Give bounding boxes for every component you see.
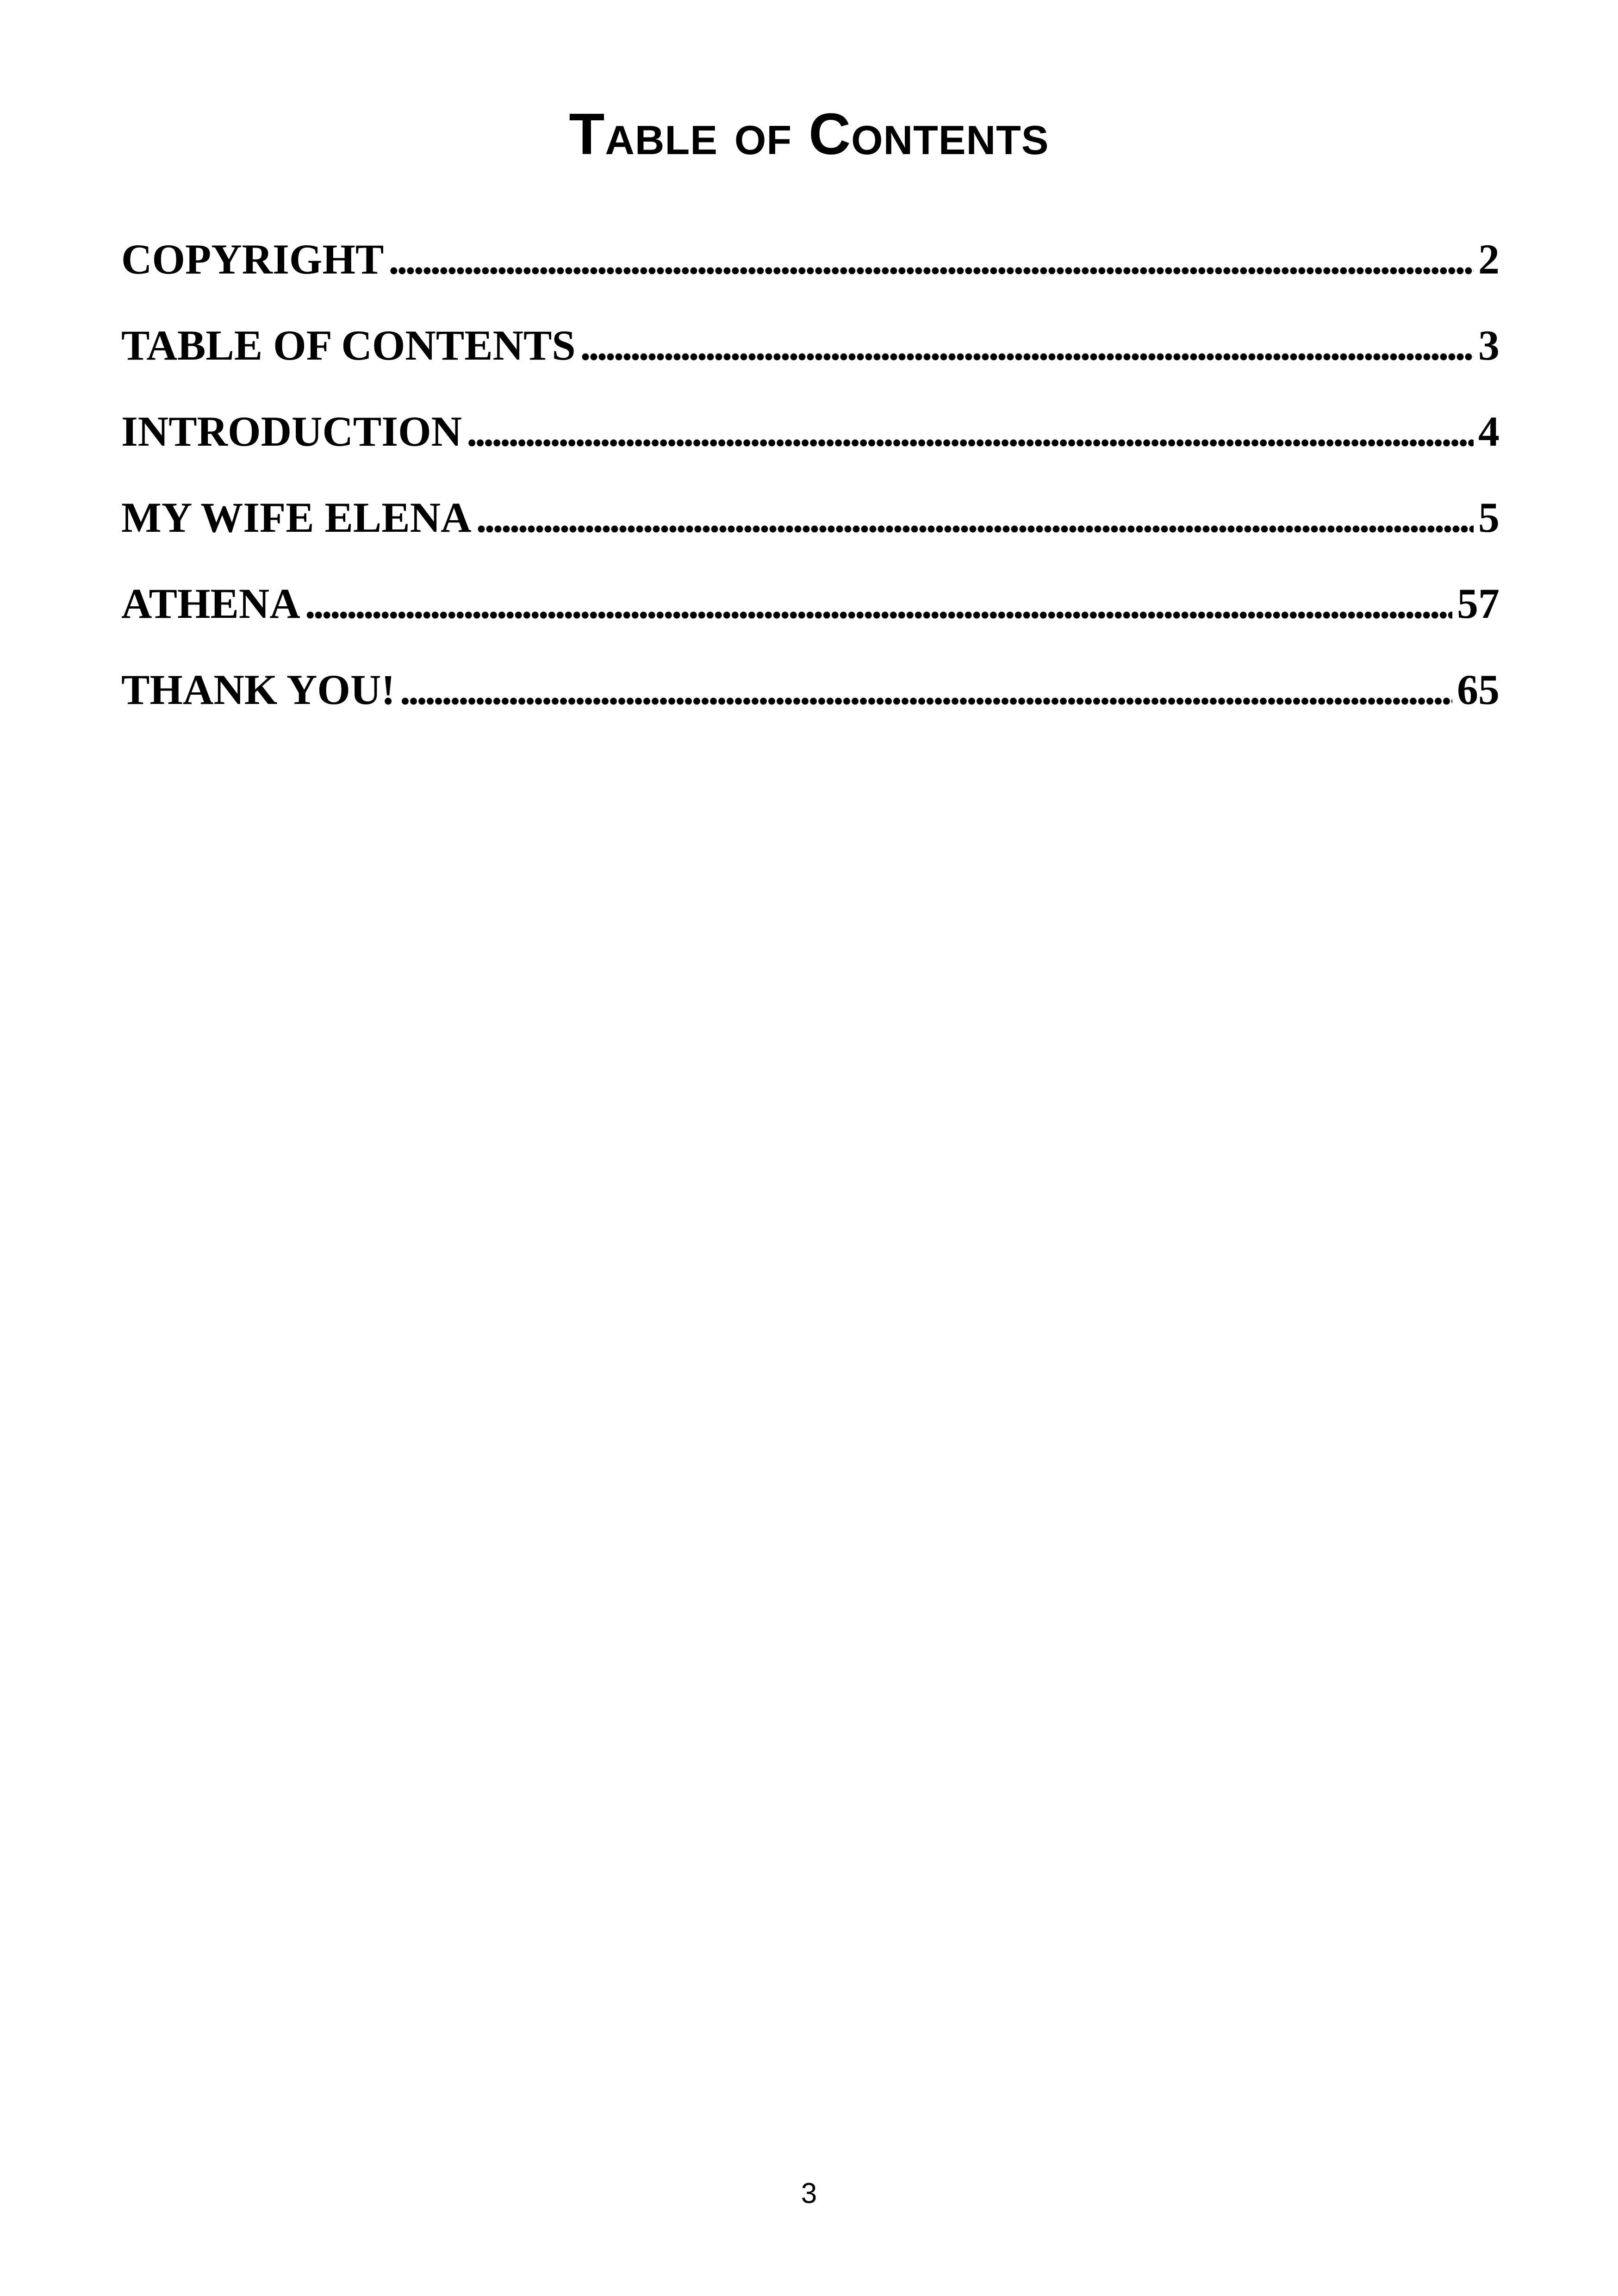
toc-entry-label: COPYRIGHT [121, 236, 384, 283]
toc-entry-page-number: 3 [1478, 322, 1500, 369]
toc-entry-label: MY WIFE ELENA [121, 494, 472, 541]
page-number: 3 [801, 2178, 817, 2209]
table-of-contents-list [121, 231, 1500, 748]
dot-leader [388, 231, 1474, 287]
dot-leader [400, 662, 1452, 717]
toc-entry-page-number: 4 [1478, 408, 1500, 455]
dot-leader [580, 317, 1474, 373]
page-title: Table of Contents [569, 101, 1049, 167]
toc-entry-label: TABLE OF CONTENTS [121, 322, 576, 369]
toc-entry-label: THANK YOU! [121, 666, 396, 713]
toc-entry-introduction[interactable] [121, 404, 1500, 490]
dot-leader [467, 404, 1474, 459]
toc-entry-page-number: 5 [1478, 494, 1500, 541]
toc-entry-label: INTRODUCTION [121, 408, 462, 455]
toc-entry-page-number: 2 [1478, 236, 1500, 283]
dot-leader [305, 576, 1452, 631]
toc-entry-thank-you[interactable] [121, 662, 1500, 748]
toc-entry-page-number: 65 [1457, 666, 1500, 713]
toc-entry-my-wife-elena[interactable] [121, 490, 1500, 576]
toc-entry-athena[interactable] [121, 576, 1500, 662]
toc-entry-copyright[interactable] [121, 231, 1500, 317]
toc-entry-label: ATHENA [121, 580, 300, 627]
toc-entry-table-of-contents[interactable] [121, 317, 1500, 404]
toc-entry-page-number: 57 [1457, 580, 1500, 627]
dot-leader [476, 490, 1474, 545]
